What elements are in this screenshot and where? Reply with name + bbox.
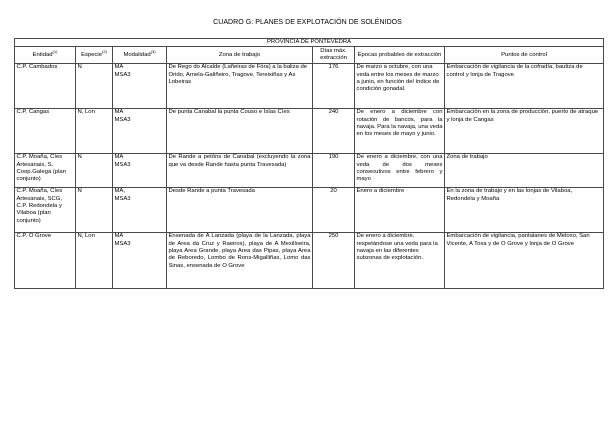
cell-zona: De Rego do Alcalde (Lañeiras de Fóra) a la baliza de Orido, Arnela-Galiñeiro, Tragove, Tereixiñas y As Lobeiras bbox=[167, 64, 313, 109]
cell-epocas: De marzo a octubre, con una veda entre los meses de marzo a junio, en función del índice de condición gonadal. bbox=[355, 64, 445, 109]
header-entidad-label: Entidad bbox=[32, 51, 53, 58]
cell-puntos: Embarcación de vigilancia, pantalanes de Meloxo, San Vicente, A Toxa y de O Grove y lonja de O Grove bbox=[445, 233, 604, 289]
header-modalidad bbox=[113, 47, 167, 64]
cell-epocas: De enero a diciembre con rotación de bancos, para la navaja. Para la navaja, una veda en los meses de mayo y junio. bbox=[355, 109, 445, 154]
cell-modalidad: MA MSA3 bbox=[113, 64, 167, 109]
cell-epocas: De enero a diciembre, respetándose una veda para la navaja en las diferentes subzonas de explotación. bbox=[355, 233, 445, 289]
header-especie bbox=[76, 47, 113, 64]
cell-entidad: C.P. Moaña, Cíes Artesanais, S. Coop.Galega (plan conjunto) bbox=[15, 154, 76, 188]
cell-entidad: C.P. Cambados bbox=[15, 64, 76, 109]
cell-especie: N, Lon bbox=[76, 109, 113, 154]
cell-puntos: En la zona de trabajo y en las lonjas de Vilaboa, Redondela y Moaña bbox=[445, 188, 604, 233]
header-epocas: Épocas probables de extracción bbox=[355, 47, 445, 64]
cell-epocas: Enero a diciembre bbox=[355, 188, 445, 233]
cell-dias: 250 bbox=[313, 233, 355, 289]
header-modalidad-label: Modalidad bbox=[123, 51, 151, 58]
cell-especie: N bbox=[76, 64, 113, 109]
document-title: CUADRO G: PLANES DE EXPLOTACIÓN DE SOLÉNIDOS bbox=[213, 19, 402, 26]
cell-modalidad: MA, MSA3 bbox=[113, 188, 167, 233]
table-row bbox=[15, 109, 604, 154]
cell-modalidad: MA MSA3 bbox=[113, 233, 167, 289]
header-especie-note: (2) bbox=[102, 48, 107, 54]
header-zona: Zona de trabajo bbox=[167, 47, 313, 64]
cell-dias: 20 bbox=[313, 188, 355, 233]
header-entidad-note: (1) bbox=[52, 48, 58, 54]
table-row bbox=[15, 64, 604, 109]
province-header: PROVINCIA DE PONTEVEDRA bbox=[15, 39, 604, 47]
cell-modalidad: MA MSA3 bbox=[113, 109, 167, 154]
header-dias: Días máx. extracción bbox=[313, 47, 355, 64]
cell-puntos: Embarcación de vigilancia de la cofradía, bautiza de control y lonja de Tragove bbox=[445, 64, 604, 109]
column-header-row bbox=[15, 47, 604, 64]
cell-puntos: Embarcación en la zona de producción, puerto de atraque y lonja de Cangas bbox=[445, 109, 604, 154]
cell-zona: De Rande a petóns de Canabal (excluyendo la zona que va desde Rande hasta punta Travesada) bbox=[167, 154, 313, 188]
cell-dias: 240 bbox=[313, 109, 355, 154]
table-row bbox=[15, 188, 604, 233]
table-row bbox=[15, 154, 604, 188]
cell-dias: 176 bbox=[313, 64, 355, 109]
exploitation-plans-table bbox=[14, 38, 604, 289]
province-header-row bbox=[15, 39, 604, 47]
cell-zona: Ensenada de A Lanzada (playa de la Lanzada, playa de Area da Cruz y Raeiros), playa de A Mexilloeira, playa Area Grande, playa Area das Pipas, playa Area de Reboredo, Lombo de Rons-Migalliñas, Lomo das Sinas, ensenada de O Grove bbox=[167, 233, 313, 289]
cell-dias: 190 bbox=[313, 154, 355, 188]
header-puntos: Puntos de control bbox=[445, 47, 604, 64]
cell-entidad: C.P. Moaña, Cíes Artesanais, SCG, C.P. Redondela y Vilaboa (plan conjunto) bbox=[15, 188, 76, 233]
cell-entidad: C.P. O Grove bbox=[15, 233, 76, 289]
table-row bbox=[15, 233, 604, 289]
cell-entidad: C.P. Cangas bbox=[15, 109, 76, 154]
cell-modalidad: MA MSA3 bbox=[113, 154, 167, 188]
header-modalidad-note: (3) bbox=[150, 48, 156, 54]
cell-zona: Desde Rande a punta Travesada bbox=[167, 188, 313, 233]
cell-puntos: Zona de trabajo bbox=[445, 154, 604, 188]
cell-especie: N bbox=[76, 154, 113, 188]
cell-zona: De punta Canabal la punta Couso e Islas Cíes bbox=[167, 109, 313, 154]
cell-epocas: De enero a diciembre, con una veda de dos meses consecutivos entre febrero y mayo bbox=[355, 154, 445, 188]
cell-especie: N bbox=[76, 188, 113, 233]
header-entidad bbox=[15, 47, 76, 64]
cell-especie: N, Lon bbox=[76, 233, 113, 289]
header-especie-label: Especie bbox=[81, 51, 103, 58]
